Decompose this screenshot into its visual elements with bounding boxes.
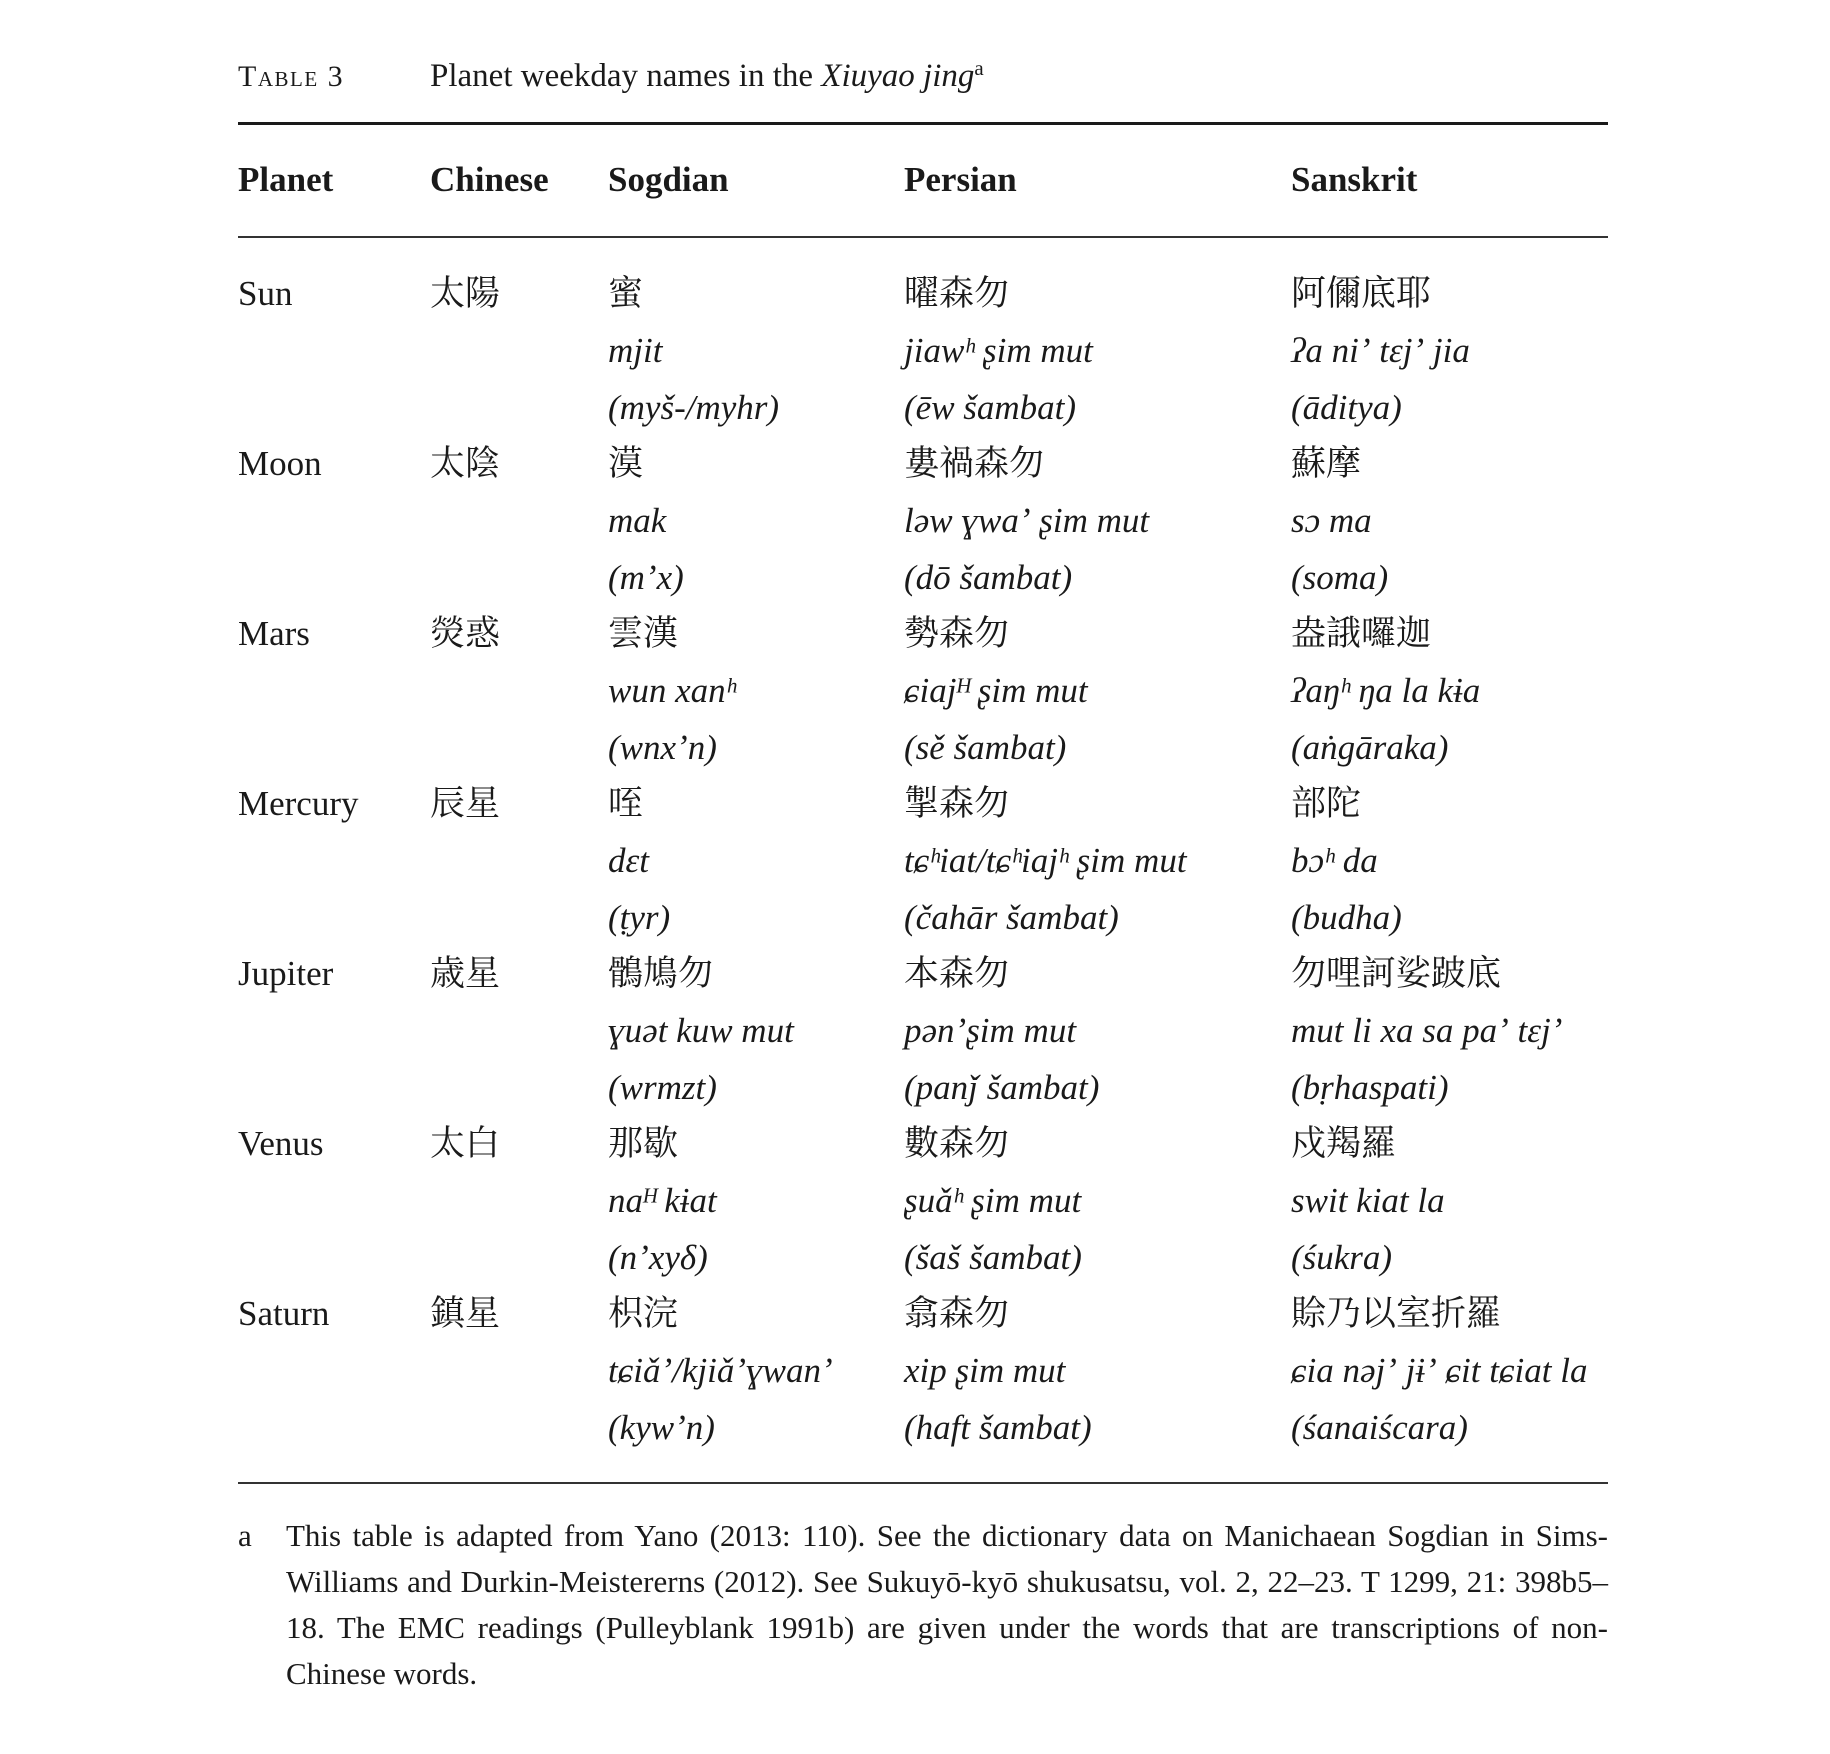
chinese-name: 鎮星: [430, 1294, 501, 1333]
persian-reading: tɕʰiat/tɕʰiajʰ ʂim mut: [904, 841, 1187, 880]
footnote-ref: a: [974, 56, 984, 80]
persian-reading: jiawʰ ʂim mut: [904, 331, 1093, 370]
chinese-name: 歳星: [430, 954, 501, 993]
header-planet: Planet: [238, 160, 334, 199]
persian-reading: ɕiajᴴ ʂim mut: [904, 671, 1088, 710]
sogdian-characters: 那歇: [608, 1124, 679, 1163]
header-sanskrit: Sanskrit: [1291, 160, 1418, 199]
sanskrit-reading: bɔʰ da: [1291, 841, 1378, 880]
persian-original: (sě šambat): [904, 728, 1067, 767]
persian-original: (šaš šambat): [904, 1238, 1082, 1277]
sanskrit-characters: 賒乃以室折羅: [1291, 1294, 1502, 1333]
sogdian-original: (kywʼn): [608, 1408, 715, 1447]
planet-name: Venus: [238, 1124, 324, 1163]
table-title-italic: Xiuyao jing: [821, 58, 975, 94]
sanskrit-characters: 勿哩訶娑跛底: [1291, 954, 1502, 993]
sanskrit-original: (āditya): [1291, 388, 1402, 427]
sanskrit-original: (soma): [1291, 558, 1389, 597]
header-rule: [238, 236, 1608, 238]
persian-characters: 數森勿: [904, 1124, 1010, 1163]
persian-original: (panǰ šambat): [904, 1068, 1100, 1107]
persian-characters: 曜森勿: [904, 274, 1010, 313]
persian-characters: 翕森勿: [904, 1294, 1010, 1333]
sanskrit-reading: swit kiat la: [1291, 1181, 1445, 1220]
sogdian-reading: mak: [608, 501, 667, 540]
bottom-rule: [238, 1482, 1608, 1484]
planet-name: Mars: [238, 614, 310, 653]
sogdian-original: (nʼxyδ): [608, 1238, 708, 1277]
sogdian-reading: mjit: [608, 331, 663, 370]
header-sogdian: Sogdian: [608, 160, 729, 199]
persian-original: (dō šambat): [904, 558, 1073, 597]
persian-reading: ləw ɣwaʼ ʂim mut: [904, 501, 1150, 540]
footnote-mark: a: [238, 1518, 252, 1553]
header-chinese: Chinese: [430, 160, 549, 199]
sanskrit-original: (śanaiścara): [1291, 1408, 1468, 1447]
sogdian-characters: 鶻鳩勿: [608, 954, 714, 993]
sanskrit-reading: sɔ ma: [1291, 501, 1372, 540]
sogdian-reading: wun xanʰ: [608, 671, 736, 710]
sanskrit-original: (aṅgāraka): [1291, 728, 1449, 767]
sogdian-characters: 咥: [608, 784, 644, 823]
sogdian-reading: naᴴ kɨat: [608, 1181, 717, 1220]
sogdian-original: (wrmzt): [608, 1068, 717, 1107]
sogdian-reading: tɕiǎʼ/kjiǎʼɣwanʼ: [608, 1351, 833, 1390]
chinese-name: 太陽: [430, 274, 501, 313]
chinese-name: 熒惑: [430, 614, 501, 653]
sogdian-characters: 蜜: [608, 274, 644, 313]
sogdian-original: (wnxʼn): [608, 728, 717, 767]
sanskrit-original: (śukra): [1291, 1238, 1393, 1277]
sanskrit-reading: ɕia nəjʼ jɨʼ ɕit tɕiat la: [1291, 1351, 1588, 1390]
persian-reading: ʂuǎʰ ʂim mut: [904, 1181, 1082, 1220]
persian-characters: 本森勿: [904, 954, 1010, 993]
sogdian-original: (mʼx): [608, 558, 684, 597]
sanskrit-original: (budha): [1291, 898, 1402, 937]
planet-name: Sun: [238, 274, 293, 313]
sanskrit-reading: ʔaŋʰ ŋa la kɨa: [1291, 671, 1481, 710]
planet-name: Saturn: [238, 1294, 330, 1333]
sogdian-characters: 雲漢: [608, 614, 679, 653]
header-persian: Persian: [904, 160, 1017, 199]
chinese-name: 太陰: [430, 444, 501, 483]
sogdian-characters: 枳浣: [608, 1294, 679, 1333]
sanskrit-characters: 阿儞底耶: [1291, 274, 1432, 313]
chinese-name: 太白: [430, 1124, 501, 1163]
top-rule: [238, 122, 1608, 125]
table-caption: [238, 48, 984, 97]
persian-original: (ēw šambat): [904, 388, 1077, 427]
sogdian-original: (ṭyr): [608, 898, 671, 937]
persian-reading: pənʼʂim mut: [904, 1011, 1077, 1050]
sanskrit-characters: 蘇摩: [1291, 444, 1362, 483]
sogdian-reading: dɛt: [608, 841, 650, 880]
planet-name: Jupiter: [238, 954, 334, 993]
planet-name: Moon: [238, 444, 322, 483]
persian-original: (čahār šambat): [904, 898, 1119, 937]
persian-original: (haft šambat): [904, 1408, 1092, 1447]
sogdian-characters: 漠: [608, 444, 644, 483]
persian-characters: 婁禍森勿: [904, 444, 1045, 483]
persian-reading: xip ʂim mut: [904, 1351, 1066, 1390]
chinese-name: 辰星: [430, 784, 501, 823]
planet-name: Mercury: [238, 784, 359, 823]
table-label: Table 3: [238, 60, 345, 93]
footnote-text: This table is adapted from Yano (2013: 110). See the dictionary data on Manichaean Sogdian in Sims-Williams and Durkin-Meistererns (2012). See Sukuyō-kyō shukusatsu, vol. 2, 22–23. T 1299, 21: 398b5–18. The EMC readings (Pulleyblank 1991b) are given under the words that are transcriptions of non-Chinese words.: [286, 1518, 1608, 1691]
sanskrit-characters: 盎誐囉迦: [1291, 614, 1432, 653]
sanskrit-reading: ʔa niʼ tɛjʼ jia: [1291, 331, 1470, 370]
sogdian-reading: ɣuət kuw mut: [608, 1011, 794, 1050]
sanskrit-original: (bṛhaspati): [1291, 1068, 1449, 1107]
sanskrit-reading: mut li xa sa paʼ tɛjʼ: [1291, 1011, 1563, 1050]
persian-characters: 勢森勿: [904, 614, 1010, 653]
sanskrit-characters: 戍羯羅: [1291, 1124, 1397, 1163]
sanskrit-characters: 部陀: [1291, 784, 1362, 823]
persian-characters: 掣森勿: [904, 784, 1010, 823]
table-title: Planet weekday names in the: [430, 58, 822, 94]
sogdian-original: (myš-/myhr): [608, 388, 780, 427]
